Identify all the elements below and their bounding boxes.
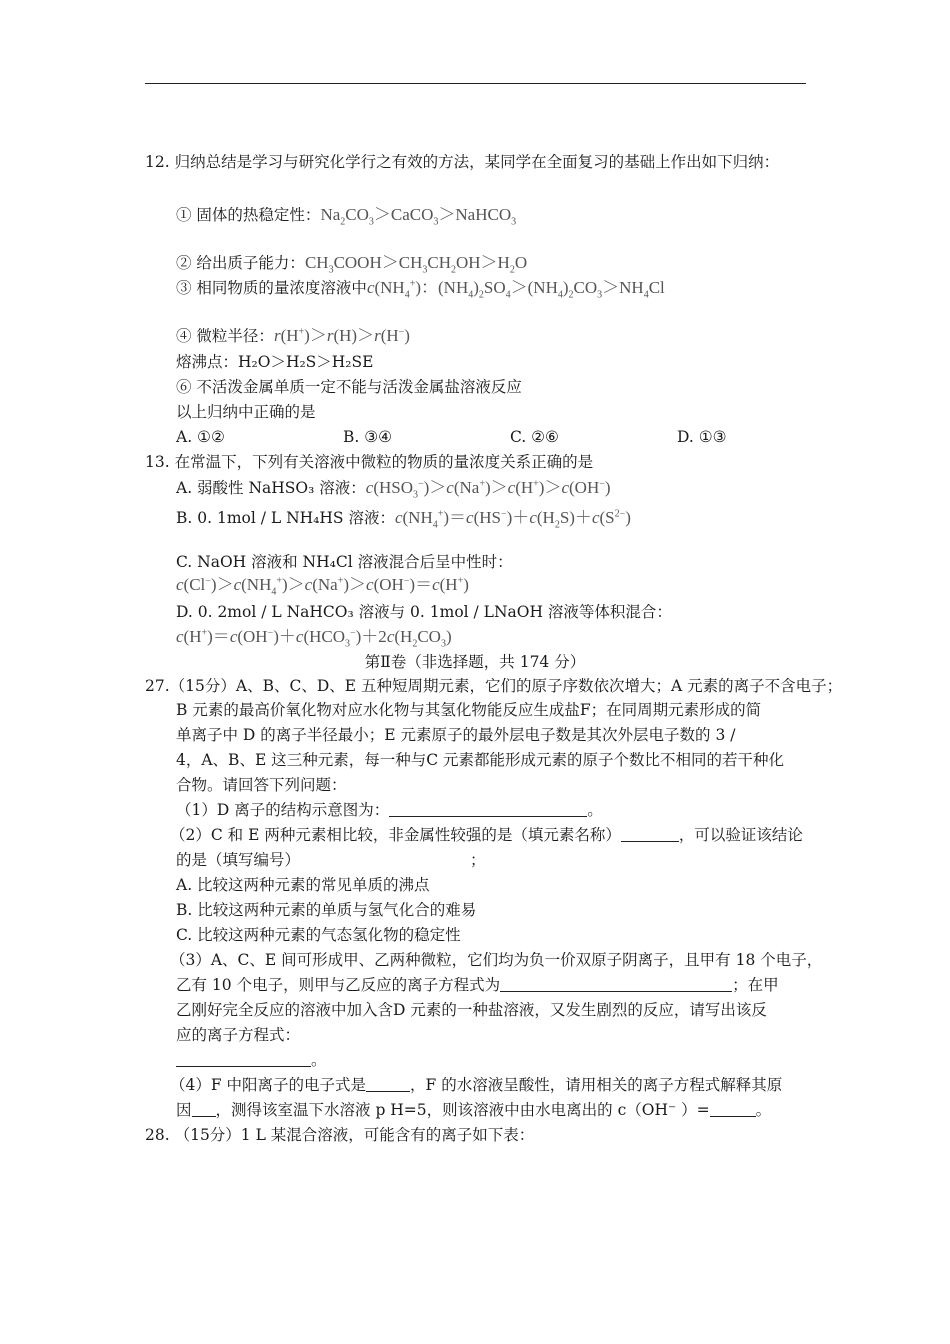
q27-line-4: 4，A、B、E 这三种元素，每一种与C 元素都能形成元素的原子个数比不相同的若干种化 [176, 751, 784, 769]
q27-line-3: 单离子中 D 的离子半径最小；E 元素原子的最外层电子数是其次外层电子数的 3 / [176, 726, 736, 744]
q12-item-2 [176, 253, 528, 276]
q13-option-b-label: B. 0. 1mol / L NH₄HS 溶液： [176, 509, 395, 527]
q27-part-2-text: （2）C 和 E 两种元素相比较，非金属性较强的是（填元素名称） [170, 826, 621, 844]
q12-item-2-formula: $CH_3COOH>CH_3CH_2OH>H_2O$ [304, 253, 528, 276]
q12-option-b: B. ③④ [343, 428, 393, 446]
q27-part-4-end: 。 [755, 1101, 772, 1119]
answer-blank-5[interactable] [176, 1052, 311, 1067]
q12-item-1 [176, 205, 517, 228]
q27-option-c: C. 比较这两种元素的气态氢化物的稳定性 [176, 926, 461, 944]
q27-line-5: 合物。请回答下列问题： [176, 776, 347, 794]
q27-part-4-line-2 [176, 1100, 771, 1120]
q12-item-3 [176, 278, 665, 301]
q27-part-1-end: 。 [587, 801, 603, 819]
q27-part-4 [170, 1075, 782, 1095]
answer-blank-7[interactable] [192, 1102, 216, 1117]
answer-blank-8[interactable] [710, 1102, 756, 1117]
q12-option-a: A. ①② [176, 428, 225, 446]
answer-blank-6[interactable] [366, 1077, 410, 1092]
q27-part-2-text-b: ，可以验证该结论 [678, 826, 803, 844]
q27-line-2: B 元素的最高价氧化物对应水化物与其氢化物能反应生成盐F；在同周期元素形成的简 [176, 701, 762, 719]
q12-item-1-formula: $Na_2CO_3>CaCO_3>NaHCO_3$ [320, 205, 517, 228]
q13-option-a [176, 478, 611, 501]
q27-part-4-text-d: ，测得该室温下水溶液 p H=5，则该溶液中由水电离出的 c（OH⁻ ）= [215, 1101, 710, 1119]
q27-part-3: （3）A、C、E 间可形成甲、乙两种微粒，它们均为负一价双原子阴离子，且甲有 18 个电子， [170, 951, 823, 969]
q27-part-2-line-2 [176, 850, 486, 870]
q12-item-4-formula: r(H+)＞r(H)＞r(H−) [273, 326, 410, 345]
section-title: 第Ⅱ卷（非选择题，共 174 分） [364, 653, 586, 671]
q27-part-3-line-5 [176, 1050, 327, 1070]
q27-part-4-text-b: ，F 的水溶液呈酸性，请用相关的离子方程式解释其原 [410, 1076, 783, 1094]
q27-part-3-line-2 [176, 975, 779, 995]
q27-part-2 [170, 825, 803, 845]
answer-blank-1[interactable] [389, 802, 587, 817]
q13-option-b [176, 508, 631, 531]
q27-part-4-text: （4）F 中阳离子的电子式是 [170, 1076, 367, 1094]
q27-part-4-text-c: 因 [176, 1101, 192, 1119]
q27-part-1 [176, 800, 603, 820]
answer-blank-4[interactable] [500, 977, 732, 992]
q27-option-a: A. 比较这两种元素的常见单质的沸点 [176, 876, 430, 894]
q12-item-4-label: ④ 微粒半径： [176, 327, 274, 345]
q13-option-d-formula: $c(H^+)=c(OH^-)+c(HCO_3^-)+2c(H_2CO_3)$ [176, 627, 452, 650]
q28-stem: 28. （15分）1 L 某混合溶液，可能含有的离子如下表： [145, 1126, 535, 1144]
q13-stem: 13. 在常温下，下列有关溶液中微粒的物质的量浓度关系正确的是 [145, 453, 594, 471]
q27-part-3-text-c: ；在甲 [732, 976, 779, 994]
q27-part-3-line-4: 应的离子方程式： [176, 1026, 301, 1044]
q27-part-1-text: （1）D 离子的结构示意图为： [176, 801, 390, 819]
q12-item-3-formula: $c(NH_4^+)$：$(NH_4)_2SO_4>(NH_4)_2CO_3>NH_4Cl$ [366, 278, 665, 301]
q12-stem: 12. 归纳总结是学习与研究化学行之有效的方法，某同学在全面复习的基础上作出如下归纳： [145, 153, 780, 171]
answer-blank-2[interactable] [621, 827, 679, 842]
q27-part-2-end: ； [470, 851, 486, 869]
q13-option-d: D. 0. 2mol / L NaHCO₃ 溶液与 0. 1mol / LNaOH 溶液等体积混合： [176, 603, 672, 621]
q27-part-3-end: 。 [311, 1051, 327, 1069]
q13-option-c: C. NaOH 溶液和 NH₄Cl 溶液混合后呈中性时： [176, 553, 513, 571]
q13-option-a-formula: $c(HSO_3^-)>c(Na^+)>c(H^+)>c(OH^-)$ [365, 478, 611, 501]
q27-part-2-text-c: 的是（填写编号） [176, 851, 301, 869]
q13-option-b-formula: $c(NH_4^+)=c(HS^-)+c(H_2S)+c(S^{2-})$ [394, 508, 631, 531]
q12-item-4 [176, 326, 410, 346]
q13-option-a-label: A. 弱酸性 NaHSO₃ 溶液： [176, 479, 366, 497]
q27-line-1: 27.（15分）A、B、C、D、E 五种短周期元素，它们的原子序数依次增大；A 元素的离子不含电子； [145, 677, 843, 695]
q13-option-c-formula: $c(Cl^-)>c(NH_4^+)>c(Na^+)>c(OH^-)=c(H^+)$ [176, 575, 469, 598]
q12-option-c: C. ②⑥ [510, 428, 559, 446]
q12-option-d: D. ①③ [677, 428, 727, 446]
q12-ask: 以上归纳中正确的是 [176, 403, 316, 421]
q12-item-5: 熔沸点：H₂O＞H₂S＞H₂SE [176, 353, 374, 371]
q27-part-3-text-b: 乙有 10 个电子，则甲与乙反应的离子方程式为 [176, 976, 501, 994]
q27-part-3-line-3: 乙刚好完全反应的溶液中加入含D 元素的一种盐溶液，又发生剧烈的反应，请写出该反 [176, 1001, 767, 1019]
q12-item-3-label: ③ 相同物质的量浓度溶液中 [176, 279, 367, 297]
q12-item-6: ⑥ 不活泼金属单质一定不能与活泼金属盐溶液反应 [176, 378, 522, 396]
q27-option-b: B. 比较这两种元素的单质与氢气化合的难易 [176, 901, 477, 919]
q12-item-2-label: ② 给出质子能力： [176, 254, 305, 272]
header-rule [145, 83, 806, 84]
q12-item-1-label: ① 固体的热稳定性： [176, 206, 321, 224]
